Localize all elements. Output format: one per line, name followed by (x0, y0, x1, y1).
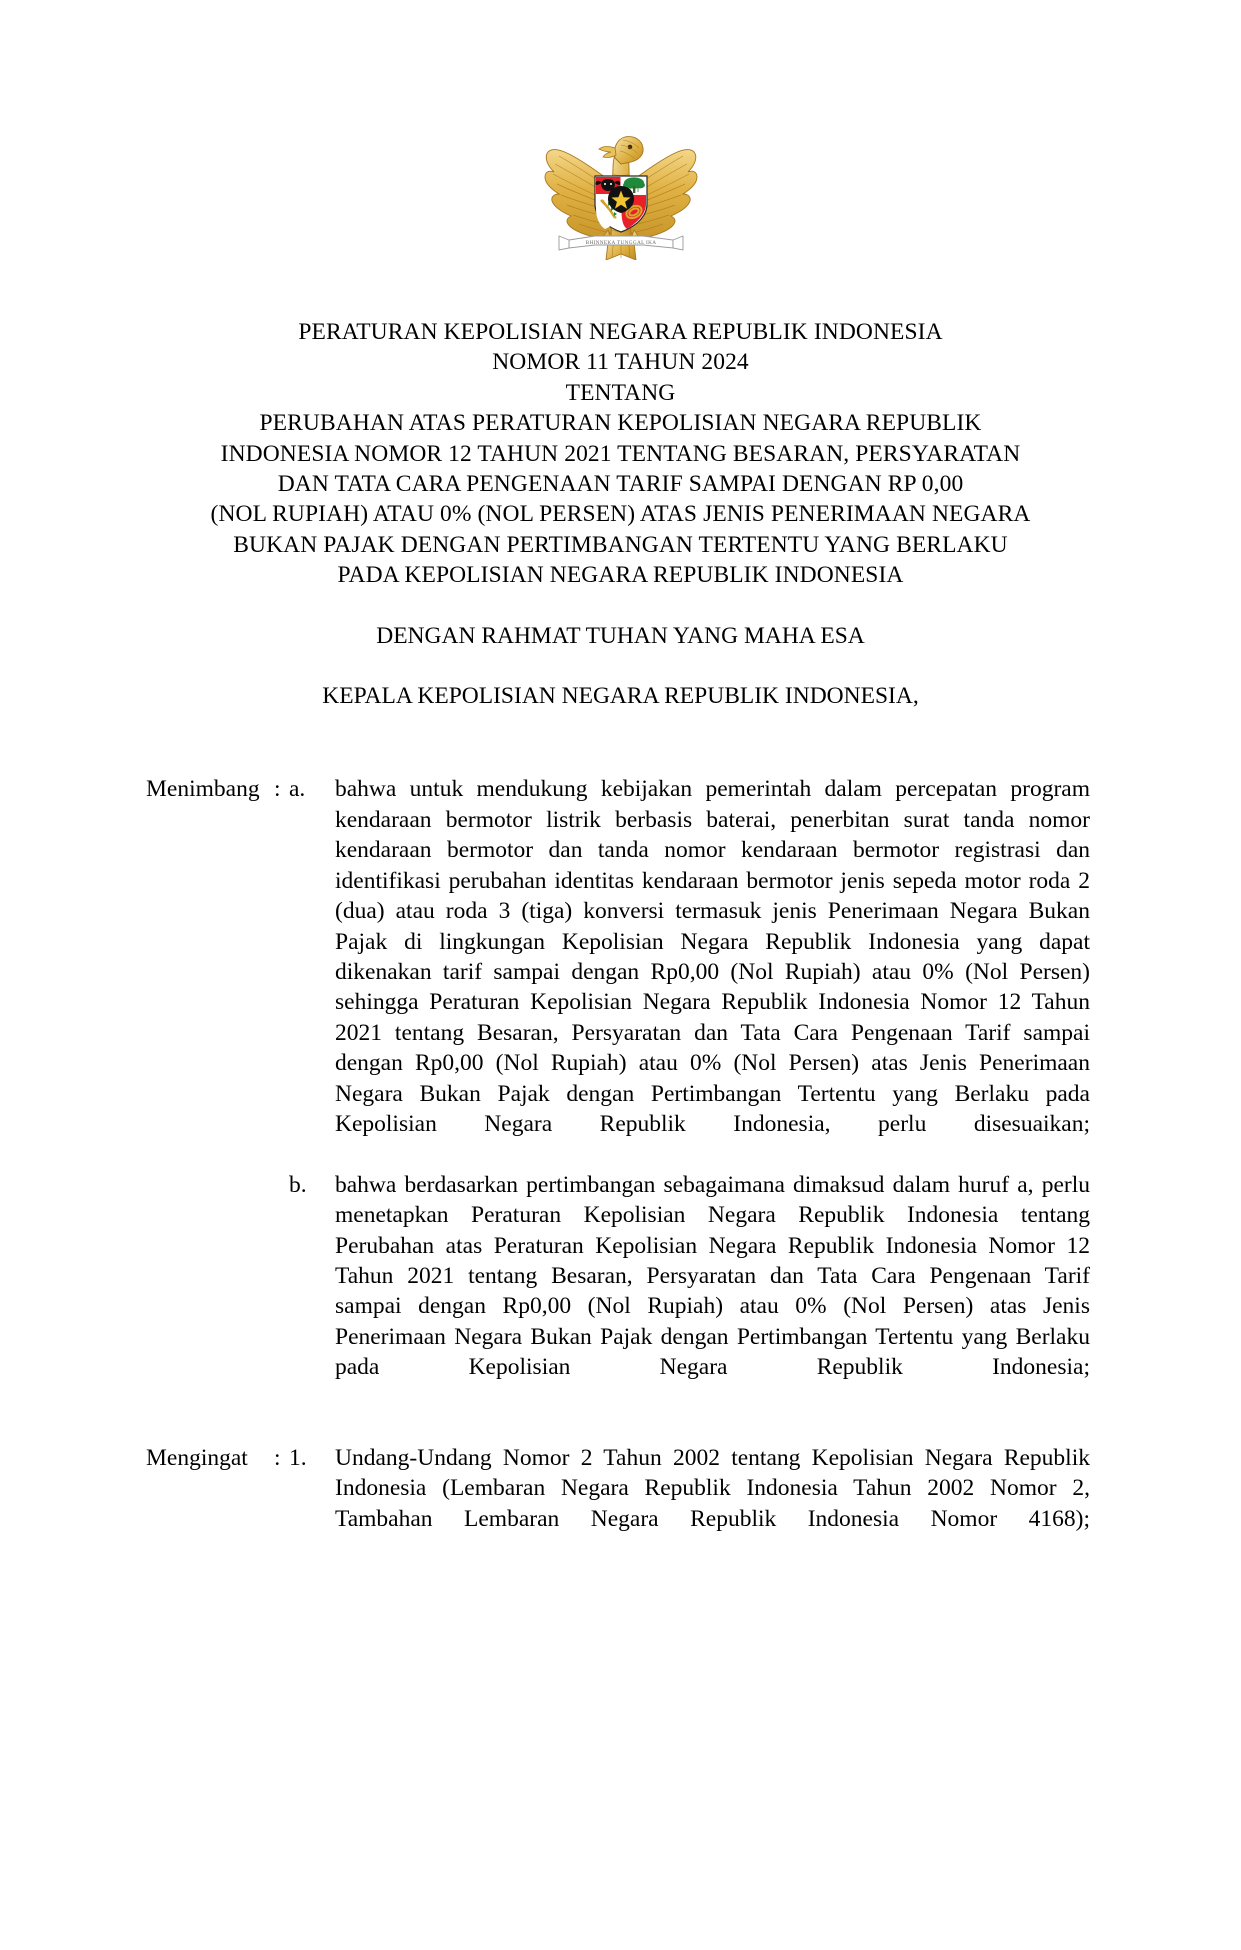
preamble-spacer (0, 651, 1241, 681)
clause-colon-mengingat: : (274, 1445, 281, 1471)
item-marker-a: a. (289, 776, 306, 803)
clause-item-a (289, 774, 1090, 1169)
title-line-6: DAN TATA CARA PENGENAAN TARIF SAMPAI DENGAN RP 0,00 (277, 471, 964, 498)
authority-line: KEPALA KEPOLISIAN NEGARA REPUBLIK INDONESIA, (322, 683, 919, 710)
document-preamble (0, 621, 1241, 712)
title-line-9: PADA KEPOLISIAN NEGARA REPUBLIK INDONESIA (337, 562, 904, 589)
item-marker-b: b. (289, 1171, 307, 1198)
invocation-line: DENGAN RAHMAT TUHAN YANG MAHA ESA (376, 622, 865, 649)
title-line-1: PERATURAN KEPOLISIAN NEGARA REPUBLIK INDONESIA (298, 319, 943, 345)
clause-label-menimbang: Menimbang (146, 776, 260, 803)
title-line-2: NOMOR 11 TAHUN 2024 (492, 349, 749, 376)
item-body-a: bahwa untuk mendukung kebijakan pemerintah dalam percepatan program kendaraan bermotor listrik berbasis baterai, penerbitan surat tanda nomor kendaraan bermotor dan tanda nomor kendaraan bermotor registrasi dan identifikasi perubahan identitas kendaraan bermotor jenis sepeda motor roda 2 (dua) atau roda 3 (tiga) konversi termasuk jenis Penerimaan Negara Bukan Pajak di lingkungan Kepolisian Negara Republik Indonesia yang dapat dikenakan tarif sampai dengan Rp0,00 (Nol Rupiah) atau 0% (Nol Persen) sehingga Peraturan Kepolisian Negara Republik Indonesia Nomor 12 Tahun 2021 tentang Besaran, Persyaratan dan Tata Cara Pengenaan Tarif sampai dengan Rp0,00 (Nol Rupiah) atau 0% (Nol Persen) atas Jenis Penerimaan Negara Bukan Pajak dengan Pertimbangan Tertentu yang Berlaku pada Kepolisian Negara Republik Indonesia, perlu disesuaikan; (335, 776, 1090, 1137)
garuda-beak (599, 147, 616, 158)
garuda-head (599, 137, 643, 164)
item-body-1: Undang-Undang Nomor 2 Tahun 2002 tentang Kepolisian Negara Republik Indonesia (Lembaran Negara Republik Indonesia Tahun 2002 Nomor 2, Tambahan Lembaran Negara Republik Indonesia Nomor 4168); (335, 1445, 1090, 1532)
title-line-8: BUKAN PAJAK DENGAN PERTIMBANGAN TERTENTU YANG BERLAKU (233, 531, 1008, 558)
title-line-3: TENTANG (565, 379, 676, 406)
clause-section-mengingat (146, 1443, 1090, 1565)
emblem-container (0, 0, 1241, 260)
clause-items-menimbang (289, 774, 1090, 1413)
title-line-5: INDONESIA NOMOR 12 TAHUN 2021 TENTANG BESARAN, PERSYARATAN (220, 440, 1021, 467)
clause-item-1 (289, 1443, 1090, 1565)
motto-text: BHINNEKA TUNGGAL IKA (585, 240, 656, 246)
clause-colon-menimbang: : (274, 776, 281, 803)
clause-label-mengingat: Mengingat (146, 1445, 248, 1471)
item-marker-1: 1. (289, 1445, 307, 1471)
document-title (0, 317, 1241, 591)
title-line-7: (NOL RUPIAH) ATAU 0% (NOL PERSEN) ATAS JENIS PENERIMAAN NEGARA (210, 501, 1031, 528)
item-body-b: bahwa berdasarkan pertimbangan sebagaimana dimaksud dalam huruf a, perlu menetapkan Peraturan Kepolisian Negara Republik Indonesia tentang Perubahan atas Peraturan Kepolisian Negara Republik Indonesia Nomor 12 Tahun 2021 tentang Besaran, Persyaratan dan Tata Cara Pengenaan Tarif sampai dengan Rp0,00 (Nol Rupiah) atau 0% (Nol Persen) atas Jenis Penerimaan Negara Bukan Pajak dengan Pertimbangan Tertentu yang Berlaku pada Kepolisian Negara Republik Indonesia; (335, 1171, 1090, 1381)
clause-items-mengingat (289, 1443, 1090, 1565)
clause-item-b (289, 1170, 1090, 1413)
title-line-4: PERUBAHAN ATAS PERATURAN KEPOLISIAN NEGARA REPUBLIK (259, 410, 982, 437)
garuda-pancasila-emblem (535, 112, 707, 260)
clause-section-menimbang (146, 774, 1090, 1413)
clauses-container (0, 774, 1241, 1564)
